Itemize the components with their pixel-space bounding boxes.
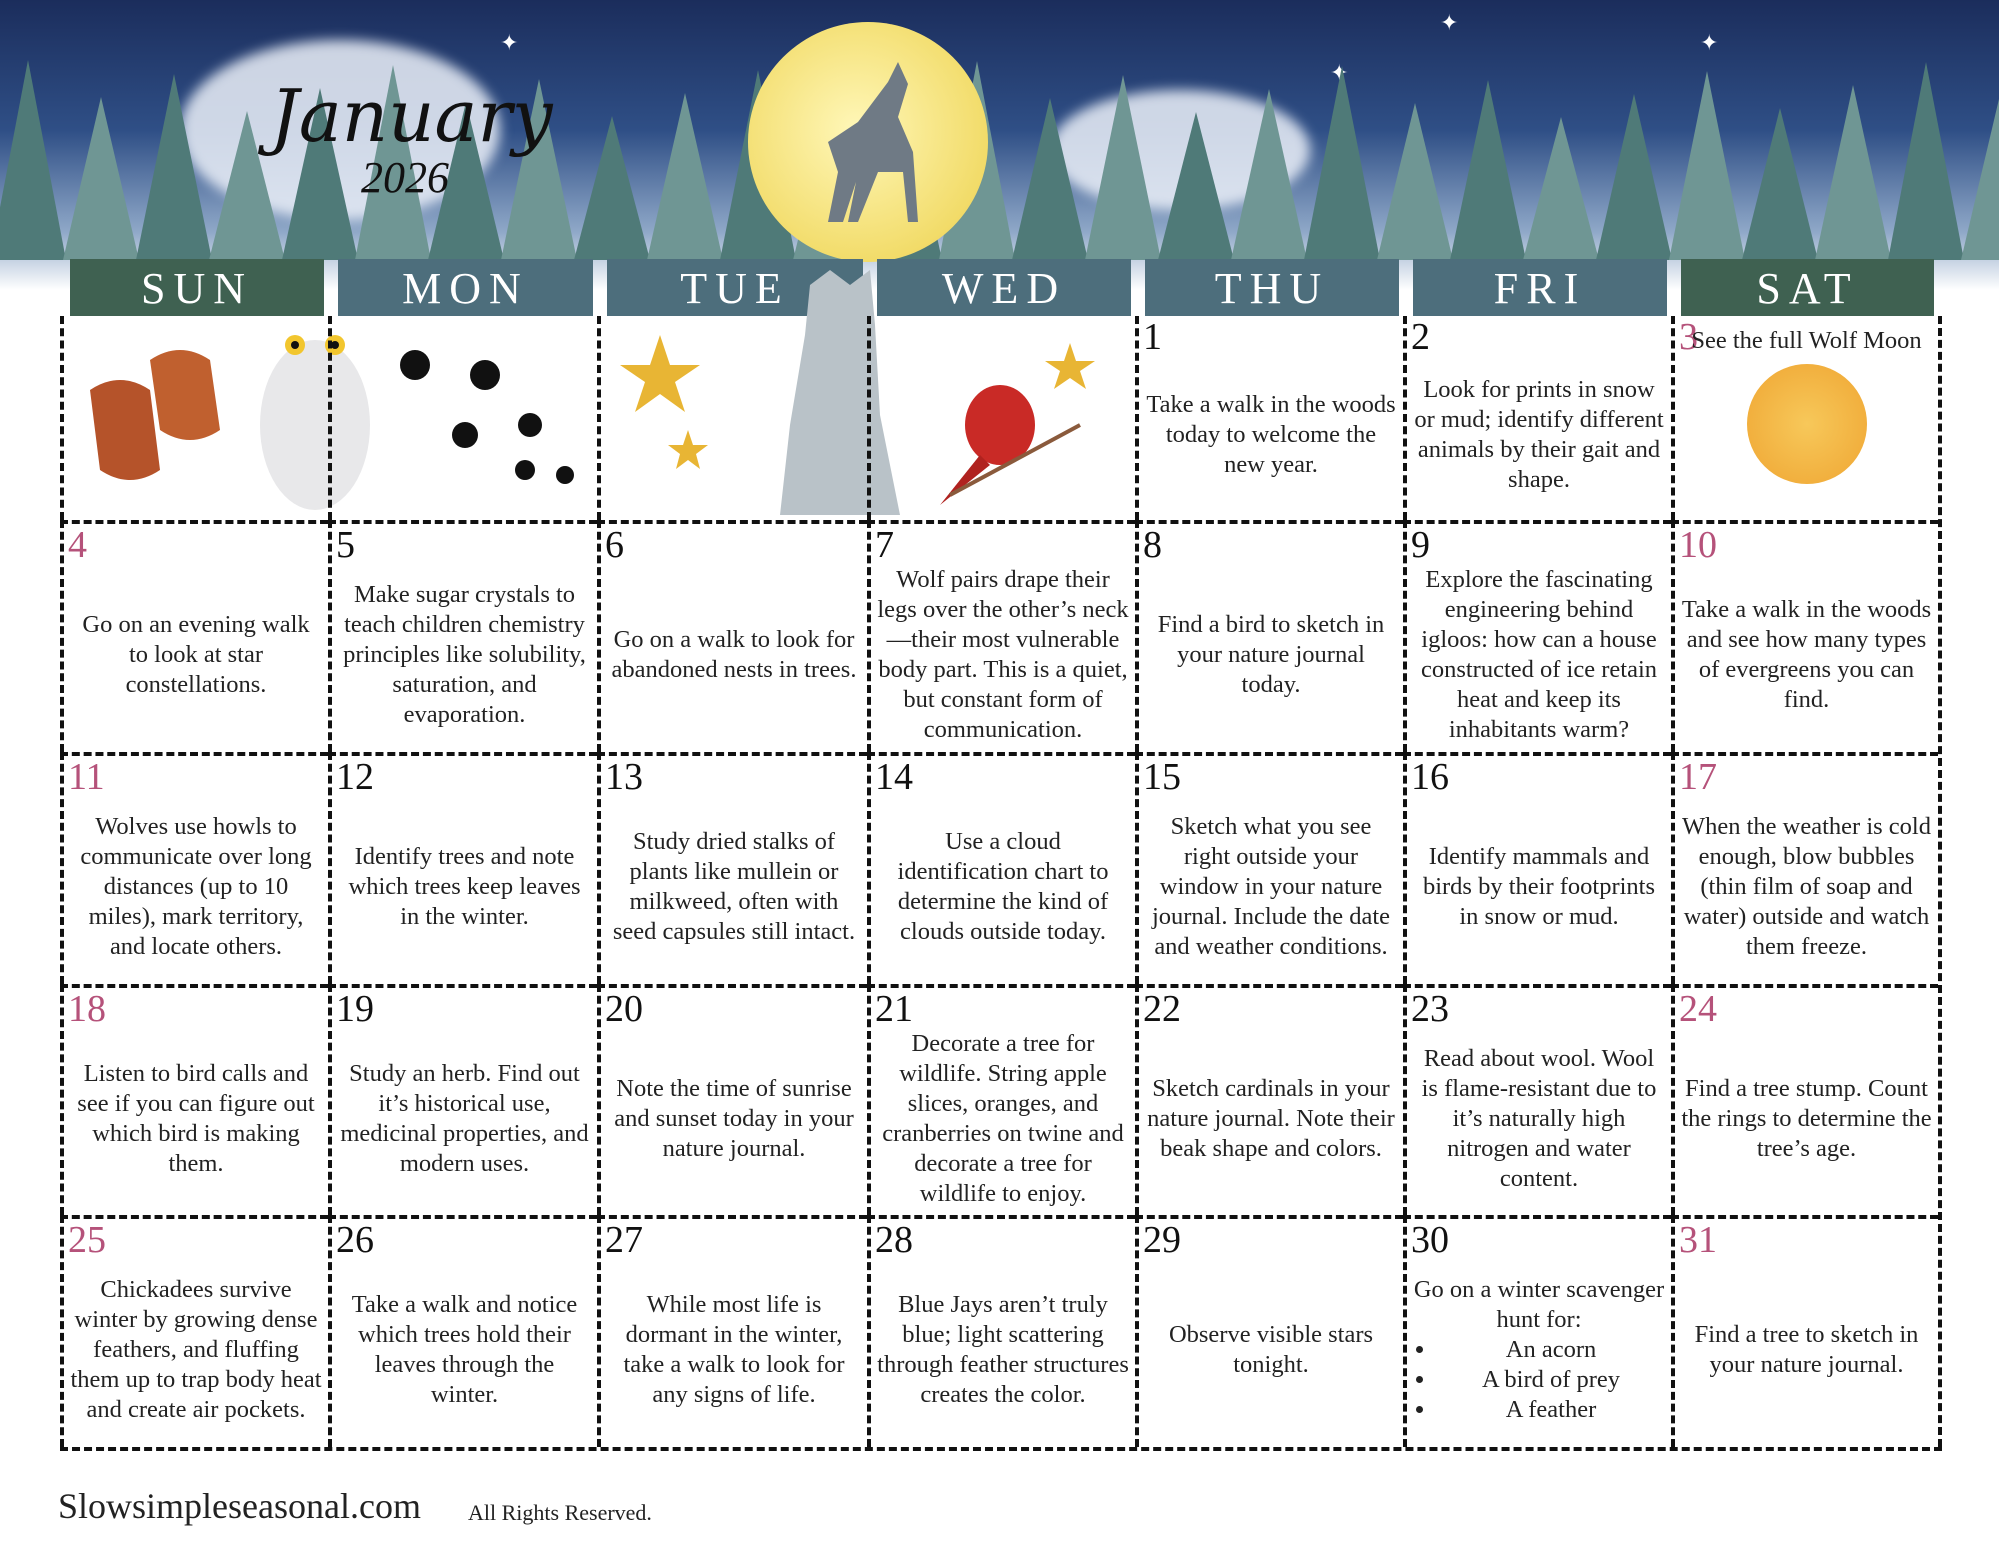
empty-cell bbox=[597, 316, 867, 520]
day-cell-26 bbox=[328, 1215, 597, 1447]
day-number: 23 bbox=[1411, 988, 1449, 1030]
activity-text: Sketch what you see right outside your window in your nature journal. Include the date and weather conditions. bbox=[1151, 813, 1391, 960]
activity-text: Look for prints in snow or mud; identify different animals by their gait and shape. bbox=[1414, 376, 1664, 493]
day-number: 16 bbox=[1411, 756, 1449, 798]
day-activity bbox=[1145, 564, 1397, 746]
activity-text: Decorate a tree for wildlife. String apple slices, oranges, and cranberries on twine and decorate a tree for wildlife to enjoy. bbox=[882, 1029, 1124, 1207]
day-number: 31 bbox=[1679, 1219, 1717, 1261]
weekday-header-mon: MON bbox=[338, 259, 593, 316]
day-number: 2 bbox=[1411, 316, 1430, 358]
pine-tree bbox=[1742, 108, 1818, 260]
activity-text: Note the time of sunrise and sunset today in your nature journal. bbox=[614, 1074, 854, 1162]
day-cell-12 bbox=[328, 752, 597, 984]
day-number: 7 bbox=[875, 524, 894, 566]
day-activity bbox=[607, 1028, 861, 1209]
grid-border-right bbox=[1938, 316, 1942, 1447]
empty-cell bbox=[60, 316, 328, 520]
day-activity bbox=[1681, 796, 1932, 978]
pine-tree bbox=[1669, 71, 1745, 260]
day-cell-20 bbox=[597, 984, 867, 1215]
weekday-header-tue: TUE bbox=[607, 259, 863, 316]
day-activity bbox=[338, 796, 591, 978]
calendar-title bbox=[270, 74, 553, 203]
pine-tree bbox=[1012, 98, 1088, 260]
day-activity bbox=[1681, 1028, 1932, 1209]
day-cell-24 bbox=[1671, 984, 1938, 1215]
pine-tree bbox=[1815, 85, 1891, 260]
day-activity bbox=[1413, 356, 1665, 514]
activity-text: Go on an evening walk to look at star constellations. bbox=[82, 611, 310, 698]
day-number: 22 bbox=[1143, 988, 1181, 1030]
day-activity bbox=[338, 564, 591, 746]
day-activity bbox=[877, 796, 1129, 978]
day-cell-11 bbox=[60, 752, 328, 984]
star-icon: ✦ bbox=[500, 30, 519, 55]
day-number: 10 bbox=[1679, 524, 1717, 566]
day-number: 5 bbox=[336, 524, 355, 566]
weekday-header-fri: FRI bbox=[1413, 259, 1667, 316]
day-cell-15 bbox=[1135, 752, 1403, 984]
year-title: 2026 bbox=[361, 153, 449, 202]
activity-text: Go on a winter scavenger hunt for: bbox=[1413, 1276, 1665, 1333]
day-cell-6 bbox=[597, 520, 867, 752]
day-cell-30 bbox=[1403, 1215, 1671, 1447]
day-activity bbox=[1413, 564, 1665, 746]
pine-tree bbox=[1304, 66, 1380, 260]
day-activity bbox=[1681, 326, 1932, 514]
day-activity bbox=[70, 1259, 322, 1441]
activity-text: Explore the fascinating engineering behind igloos: how can a house constructed of ice retain heat and keep its inhabitants warm? bbox=[1420, 566, 1658, 743]
activity-text: Take a walk and notice which trees hold their leaves through the winter. bbox=[351, 1291, 578, 1408]
activity-text: Take a walk in the woods today to welcome the new year. bbox=[1146, 391, 1396, 478]
pine-tree bbox=[1596, 94, 1672, 260]
activity-text: Observe visible stars tonight. bbox=[1168, 1321, 1374, 1378]
day-activity bbox=[877, 1028, 1129, 1209]
day-cell-18 bbox=[60, 984, 328, 1215]
day-cell-10 bbox=[1671, 520, 1938, 752]
day-cell-4 bbox=[60, 520, 328, 752]
day-cell-17 bbox=[1671, 752, 1938, 984]
day-activity bbox=[70, 1028, 322, 1209]
pine-tree bbox=[1888, 62, 1964, 260]
day-cell-2 bbox=[1403, 316, 1671, 520]
activity-text: Study dried stalks of plants like mullein or milkweed, often with seed capsules still intact. bbox=[612, 828, 856, 945]
day-number: 6 bbox=[605, 524, 624, 566]
day-cell-1 bbox=[1135, 316, 1403, 520]
day-cell-16 bbox=[1403, 752, 1671, 984]
day-number: 24 bbox=[1679, 988, 1717, 1030]
activity-text: Find a tree stump. Count the rings to determine the tree’s age. bbox=[1681, 1074, 1932, 1162]
day-activity bbox=[1413, 1259, 1665, 1441]
star-icon: ✦ bbox=[1440, 10, 1459, 35]
activity-text: Make sugar crystals to teach children chemistry principles like solubility, saturation, and evaporation. bbox=[343, 581, 586, 728]
day-activity bbox=[70, 564, 322, 746]
day-cell-7 bbox=[867, 520, 1135, 752]
day-number: 27 bbox=[605, 1219, 643, 1261]
activity-text: While most life is dormant in the winter, take a walk to look for any signs of life. bbox=[623, 1291, 845, 1408]
day-cell-19 bbox=[328, 984, 597, 1215]
pine-tree bbox=[1961, 99, 1999, 260]
pine-tree bbox=[574, 116, 650, 260]
howling-wolf-icon bbox=[748, 22, 988, 262]
day-number: 19 bbox=[336, 988, 374, 1030]
activity-text: Study an herb. Find out it’s historical use, medicinal properties, and modern uses. bbox=[340, 1059, 589, 1177]
activity-text: Go on a walk to look for abandoned nests in trees. bbox=[611, 626, 857, 683]
day-activity bbox=[1681, 564, 1932, 746]
activity-text: Read about wool. Wool is flame-resistant due to it’s naturally high nitrogen and water content. bbox=[1421, 1044, 1657, 1192]
list-item: • An acorn bbox=[1437, 1335, 1665, 1365]
month-title: January bbox=[270, 74, 553, 158]
day-number: 17 bbox=[1679, 756, 1717, 798]
day-number: 21 bbox=[875, 988, 913, 1030]
pine-tree bbox=[136, 74, 212, 260]
day-cell-22 bbox=[1135, 984, 1403, 1215]
day-number: 20 bbox=[605, 988, 643, 1030]
day-number: 13 bbox=[605, 756, 643, 798]
activity-text: Blue Jays aren’t truly blue; light scattering through feather structures creates the color. bbox=[877, 1291, 1129, 1408]
activity-text: Take a walk in the woods and see how many types of evergreens you can find. bbox=[1681, 596, 1932, 713]
day-number: 11 bbox=[68, 756, 105, 798]
day-number: 1 bbox=[1143, 316, 1162, 358]
day-number: 3 bbox=[1679, 316, 1698, 358]
activity-text: Find a bird to sketch in your nature journal today. bbox=[1157, 611, 1385, 698]
wolf-moon-icon bbox=[1747, 364, 1867, 484]
day-number: 12 bbox=[336, 756, 374, 798]
weekday-header-sat: SAT bbox=[1681, 259, 1934, 316]
pine-tree bbox=[1231, 89, 1307, 260]
star-icon: ✦ bbox=[1330, 60, 1349, 85]
day-cell-27 bbox=[597, 1215, 867, 1447]
activity-text: See the full Wolf Moon bbox=[1691, 327, 1922, 354]
day-activity bbox=[607, 564, 861, 746]
day-activity bbox=[1413, 1028, 1665, 1209]
pine-tree bbox=[63, 97, 139, 260]
activity-text: Identify mammals and birds by their footprints in snow or mud. bbox=[1422, 843, 1656, 930]
day-number: 28 bbox=[875, 1219, 913, 1261]
activity-text: Use a cloud identification chart to determine the kind of clouds outside today. bbox=[897, 828, 1109, 945]
grid-border-bottom bbox=[60, 1447, 1942, 1451]
day-number: 29 bbox=[1143, 1219, 1181, 1261]
day-cell-8 bbox=[1135, 520, 1403, 752]
day-cell-21 bbox=[867, 984, 1135, 1215]
day-cell-5 bbox=[328, 520, 597, 752]
day-activity bbox=[1145, 796, 1397, 978]
day-activity bbox=[338, 1259, 591, 1441]
day-activity bbox=[877, 564, 1129, 746]
day-activity bbox=[1413, 796, 1665, 978]
activity-text: Chickadees survive winter by growing dense feathers, and fluffing them up to trap body heat and create air pockets. bbox=[70, 1276, 322, 1423]
rights-notice: All Rights Reserved. bbox=[468, 1500, 652, 1525]
day-cell-29 bbox=[1135, 1215, 1403, 1447]
pine-tree bbox=[647, 93, 723, 260]
activity-text: Listen to bird calls and see if you can figure out which bird is making them. bbox=[77, 1059, 315, 1177]
scavenger-list bbox=[1413, 1335, 1665, 1425]
day-activity bbox=[338, 1028, 591, 1209]
day-activity bbox=[1145, 356, 1397, 514]
day-cell-9 bbox=[1403, 520, 1671, 752]
day-number: 9 bbox=[1411, 524, 1430, 566]
list-item: • A bird of prey bbox=[1437, 1365, 1665, 1395]
day-cell-14 bbox=[867, 752, 1135, 984]
list-item: • A feather bbox=[1437, 1395, 1665, 1425]
day-number: 18 bbox=[68, 988, 106, 1030]
day-cell-25 bbox=[60, 1215, 328, 1447]
pine-tree bbox=[1523, 117, 1599, 260]
full-moon-with-howling-wolf bbox=[748, 22, 988, 262]
day-activity bbox=[1681, 1259, 1932, 1441]
empty-cell bbox=[328, 316, 597, 520]
day-cell-13 bbox=[597, 752, 867, 984]
pine-tree bbox=[1377, 103, 1453, 260]
day-number: 15 bbox=[1143, 756, 1181, 798]
day-activity bbox=[1145, 1028, 1397, 1209]
activity-text: Wolf pairs drape their legs over the other’s neck—their most vulnerable body part. This is a quiet, but constant form of communication. bbox=[877, 566, 1129, 743]
website-footer: Slowsimpleseasonal.com bbox=[58, 1486, 421, 1526]
activity-text: When the weather is cold enough, blow bubbles (thin film of soap and water) outside and watch them freeze. bbox=[1682, 813, 1931, 960]
day-cell-28 bbox=[867, 1215, 1135, 1447]
activity-text: Wolves use howls to communicate over long distances (up to 10 miles), mark territory, and locate others. bbox=[80, 813, 312, 960]
pine-tree bbox=[1085, 75, 1161, 260]
day-cell-3 bbox=[1671, 316, 1938, 520]
activity-text: Identify trees and note which trees keep leaves in the winter. bbox=[348, 843, 581, 930]
day-activity bbox=[607, 1259, 861, 1441]
day-number: 26 bbox=[336, 1219, 374, 1261]
activity-text: Find a tree to sketch in your nature journal. bbox=[1694, 1321, 1919, 1378]
day-cell-23 bbox=[1403, 984, 1671, 1215]
pine-tree bbox=[0, 60, 66, 260]
day-activity bbox=[70, 796, 322, 978]
activity-text: Sketch cardinals in your nature journal. Note their beak shape and colors. bbox=[1147, 1074, 1395, 1162]
day-number: 8 bbox=[1143, 524, 1162, 566]
day-activity bbox=[1145, 1259, 1397, 1441]
day-number: 30 bbox=[1411, 1219, 1449, 1261]
day-number: 25 bbox=[68, 1219, 106, 1261]
weekday-header-sun: SUN bbox=[70, 259, 324, 316]
day-activity bbox=[607, 796, 861, 978]
pine-tree bbox=[1158, 112, 1234, 260]
day-number: 4 bbox=[68, 524, 87, 566]
weekday-header-wed: WED bbox=[877, 259, 1131, 316]
day-activity bbox=[877, 1259, 1129, 1441]
empty-cell bbox=[867, 316, 1135, 520]
day-cell-31 bbox=[1671, 1215, 1938, 1447]
day-number: 14 bbox=[875, 756, 913, 798]
pine-tree bbox=[1450, 80, 1526, 260]
star-icon: ✦ bbox=[1700, 30, 1719, 55]
weekday-header-thu: THU bbox=[1145, 259, 1399, 316]
